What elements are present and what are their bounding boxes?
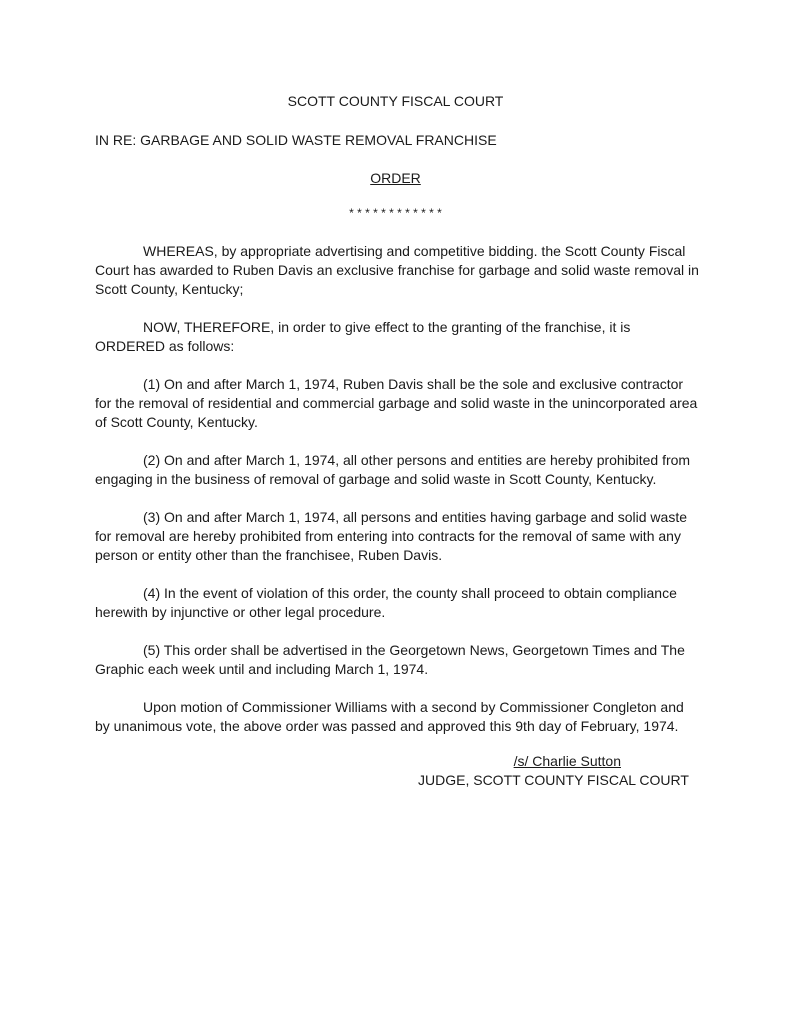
paragraph-item-1: (1) On and after March 1, 1974, Ruben Davis shall be the sole and exclusive contractor for the removal of residential and commercial garbage and solid waste in the unincorporated area of Scott County, Kentucky. [95, 376, 698, 430]
paragraph-item-3: (3) On and after March 1, 1974, all persons and entities having garbage and solid waste for removal are hereby prohibited from entering into contracts for the removal of same with any person or entity other than the franchisee, Ruben Davis. [95, 509, 687, 563]
paragraph-item-2: (2) On and after March 1, 1974, all other persons and entities are hereby prohibited from engaging in the business of removal of garbage and solid waste in Scott County, Kentucky. [95, 452, 691, 487]
court-title: SCOTT COUNTY FISCAL COURT [287, 93, 504, 109]
in-re-line: IN RE: GARBAGE AND SOLID WASTE REMOVAL FRANCHISE [95, 132, 497, 148]
paragraph-item-4: (4) In the event of violation of this order, the county shall proceed to obtain compliance herewith by injunctive or other legal procedure. [95, 585, 677, 620]
paragraph-item-5: (5) This order shall be advertised in the Georgetown News, Georgetown Times and The Graphic each week until and including March 1, 1974. [95, 642, 685, 677]
paragraph-motion: Upon motion of Commissioner Williams with a second by Commissioner Congleton and by unanimous vote, the above order was passed and approved this 9th day of February, 1974. [95, 699, 684, 734]
paragraph-whereas: WHEREAS, by appropriate advertising and competitive bidding. the Scott County Fiscal Court has awarded to Ruben Davis an exclusive franchise for garbage and solid waste removal in Scott County, Kentucky; [95, 243, 699, 297]
asterisk-separator: * * * * * * * * * * * * [349, 206, 442, 220]
order-heading: ORDER [370, 170, 421, 186]
signature-line: /s/ Charlie Sutton [513, 753, 621, 769]
order-body [95, 242, 699, 755]
paragraph-now-therefore: NOW, THEREFORE, in order to give effect to the granting of the franchise, it is ORDERED as follows: [95, 319, 631, 354]
signatory-title: JUDGE, SCOTT COUNTY FISCAL COURT [418, 772, 689, 788]
signature-block [418, 752, 718, 790]
